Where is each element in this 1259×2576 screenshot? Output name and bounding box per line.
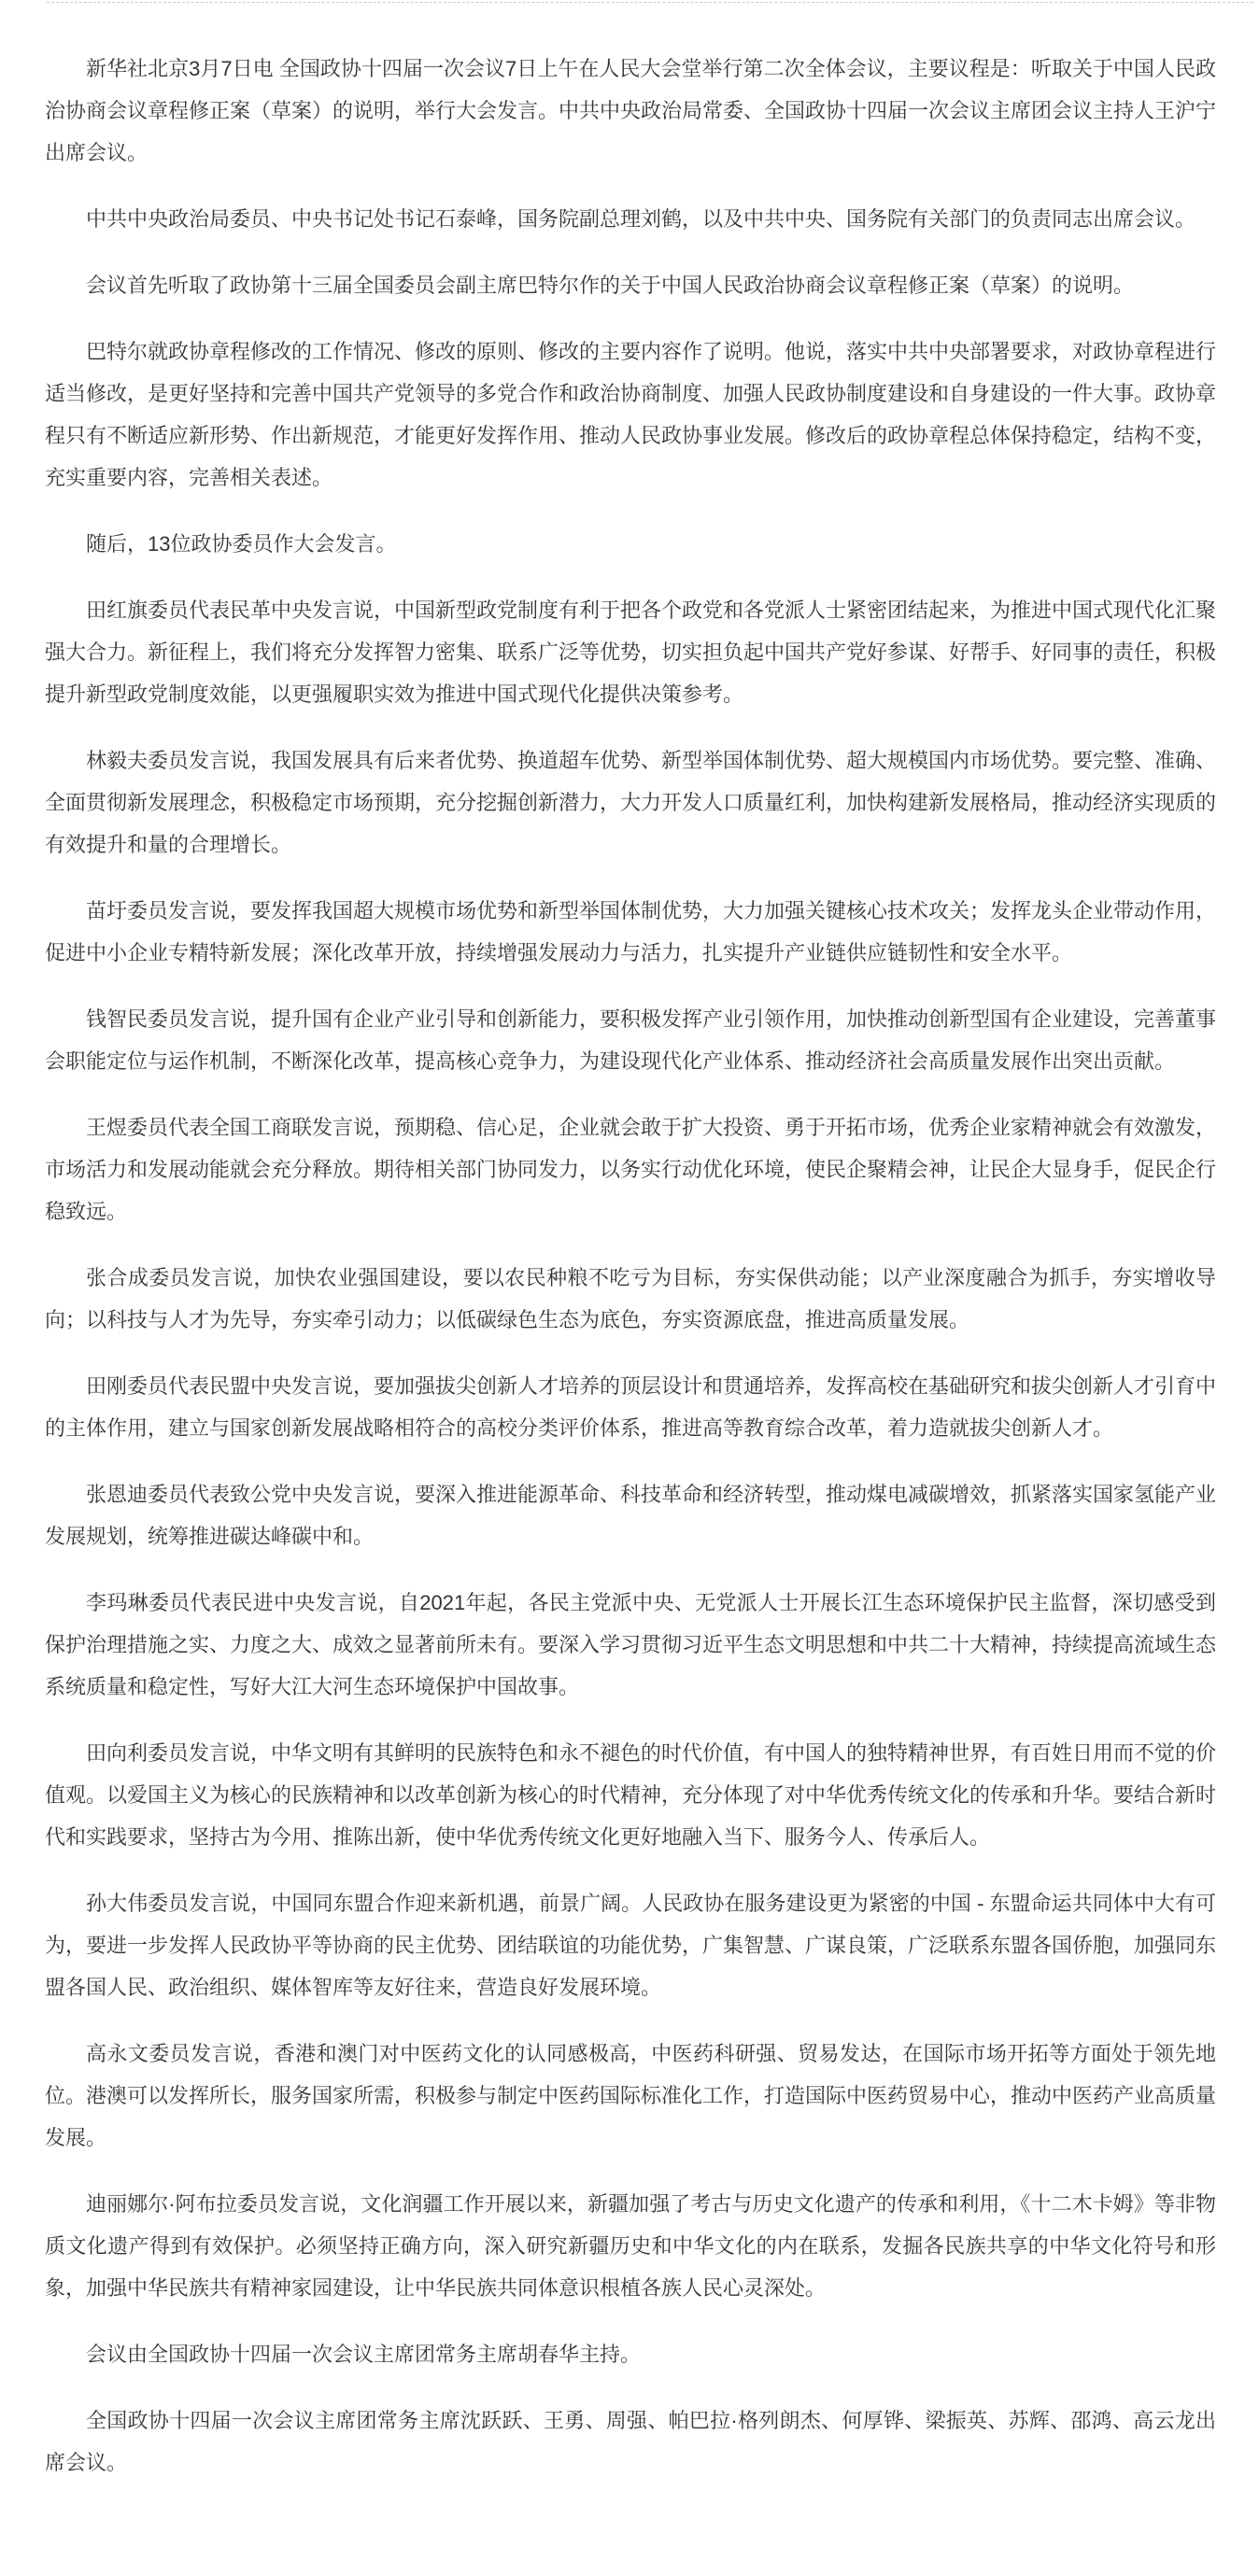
article-paragraph: 会议由全国政协十四届一次会议主席团常务主席胡春华主持。	[86, 2343, 642, 2366]
article-paragraph: 巴特尔就政协章程修改的工作情况、修改的原则、修改的主要内容作了说明。他说，落实中共中央部署要求，对政协章程进行适当修改，是更好坚持和完善中国共产党领导的多党合作和政治协商制度、加强人民政协制度建设和自身建设的一件大事。政协章程只有不断适应新形势、作出新规范，才能更好发挥作用、推动人民政协事业发展。修改后的政协章程总体保持稳定，结构不变，充实重要内容，完善相关表述。	[45, 340, 1217, 489]
article-paragraph: 王煜委员代表全国工商联发言说，预期稳、信心足，企业就会敢于扩大投资、勇于开拓市场，优秀企业家精神就会有效激发，市场活力和发展动能就会充分释放。期待相关部门协同发力，以务实行动优化环境，使民企聚精会神，让民企大显身手，促民企行稳致远。	[45, 1116, 1217, 1223]
article-paragraph: 会议首先听取了政协第十三届全国委员会副主席巴特尔作的关于中国人民政治协商会议章程修正案（草案）的说明。	[86, 274, 1135, 297]
article-paragraph: 全国政协十四届一次会议主席团常务主席沈跃跃、王勇、周强、帕巴拉·格列朗杰、何厚铧、梁振英、苏辉、邵鸿、高云龙出席会议。	[45, 2409, 1216, 2474]
article-paragraph: 孙大伟委员发言说，中国同东盟合作迎来新机遇，前景广阔。人民政协在服务建设更为紧密的中国 - 东盟命运共同体中大有可为，要进一步发挥人民政协平等协商的民主优势、团结联谊的功能优势，广集智慧、广谋良策，广泛联系东盟各国侨胞，加强同东盟各国人民、政治组织、媒体智库等友好往来，营造良好发展环境。	[45, 1892, 1217, 1999]
article-paragraph: 林毅夫委员发言说，我国发展具有后来者优势、换道超车优势、新型举国体制优势、超大规模国内市场优势。要完整、准确、全面贯彻新发展理念，积极稳定市场预期，充分挖掘创新潜力，大力开发人口质量红利，加快构建新发展格局，推动经济实现质的有效提升和量的合理增长。	[45, 749, 1217, 856]
article-paragraph: 高永文委员发言说，香港和澳门对中医药文化的认同感极高，中医药科研强、贸易发达，在国际市场开拓等方面处于领先地位。港澳可以发挥所长，服务国家所需，积极参与制定中医药国际标准化工作，打造国际中医药贸易中心，推动中医药产业高质量发展。	[45, 2042, 1217, 2149]
article-paragraph: 钱智民委员发言说，提升国有企业产业引导和创新能力，要积极发挥产业引领作用，加快推动创新型国有企业建设，完善董事会职能定位与运作机制，不断深化改革，提高核心竞争力，为建设现代化产业体系、推动经济社会高质量发展作出突出贡献。	[45, 1007, 1217, 1073]
article-paragraph: 苗圩委员发言说，要发挥我国超大规模市场优势和新型举国体制优势，大力加强关键核心技术攻关；发挥龙头企业带动作用，促进中小企业专精特新发展；深化改革开放，持续增强发展动力与活力，扎实提升产业链供应链韧性和安全水平。	[45, 899, 1217, 964]
article-paragraph: 新华社北京3月7日电 全国政协十四届一次会议7日上午在人民大会堂举行第二次全体会议，主要议程是：听取关于中国人民政治协商会议章程修正案（草案）的说明，举行大会发言。中共中央政治局常委、全国政协十四届一次会议主席团会议主持人王沪宁出席会议。	[45, 57, 1217, 164]
article-paragraph: 田红旗委员代表民革中央发言说，中国新型政党制度有利于把各个政党和各党派人士紧密团结起来，为推进中国式现代化汇聚强大合力。新征程上，我们将充分发挥智力密集、联系广泛等优势，切实担负起中国共产党好参谋、好帮手、好同事的责任，积极提升新型政党制度效能，以更强履职实效为推进中国式现代化提供决策参考。	[45, 598, 1217, 706]
article-paragraph: 田刚委员代表民盟中央发言说，要加强拔尖创新人才培养的顶层设计和贯通培养，发挥高校在基础研究和拔尖创新人才引育中的主体作用，建立与国家创新发展战略相符合的高校分类评价体系，推进高等教育综合改革，着力造就拔尖创新人才。	[45, 1374, 1217, 1440]
top-dashed-divider	[47, 2, 1253, 3]
article-paragraph: 张恩迪委员代表致公党中央发言说，要深入推进能源革命、科技革命和经济转型，推动煤电减碳增效，抓紧落实国家氢能产业发展规划，统筹推进碳达峰碳中和。	[45, 1483, 1217, 1548]
article-paragraph: 随后，13位政协委员作大会发言。	[86, 532, 397, 556]
article-paragraph: 李玛琳委员代表民进中央发言说，自2021年起，各民主党派中央、无党派人士开展长江生态环境保护民主监督，深切感受到保护治理措施之实、力度之大、成效之显著前所未有。要深入学习贯彻习近平生态文明思想和中共二十大精神，持续提高流域生态系统质量和稳定性，写好大江大河生态环境保护中国故事。	[45, 1591, 1217, 1698]
article-paragraph: 田向利委员发言说，中华文明有其鲜明的民族特色和永不褪色的时代价值，有中国人的独特精神世界，有百姓日用而不觉的价值观。以爱国主义为核心的民族精神和以改革创新为核心的时代精神，充分体现了对中华优秀传统文化的传承和升华。要结合新时代和实践要求，坚持古为今用、推陈出新，使中华优秀传统文化更好地融入当下、服务今人、传承后人。	[45, 1741, 1217, 1849]
article-paragraph: 中共中央政治局委员、中央书记处书记石泰峰，国务院副总理刘鹤，以及中共中央、国务院有关部门的负责同志出席会议。	[86, 207, 1196, 231]
article-paragraph: 迪丽娜尔·阿布拉委员发言说，文化润疆工作开展以来，新疆加强了考古与历史文化遗产的传承和利用，《十二木卡姆》等非物质文化遗产得到有效保护。必须坚持正确方向，深入研究新疆历史和中华文化的内在联系，发掘各民族共享的中华文化符号和形象，加强中华民族共有精神家园建设，让中华民族共同体意识根植各族人民心灵深处。	[45, 2192, 1216, 2300]
article-paragraph: 张合成委员发言说，加快农业强国建设，要以农民种粮不吃亏为目标，夯实保供动能；以产业深度融合为抓手，夯实增收导向；以科技与人才为先导，夯实牵引动力；以低碳绿色生态为底色，夯实资源底盘，推进高质量发展。	[45, 1266, 1216, 1331]
